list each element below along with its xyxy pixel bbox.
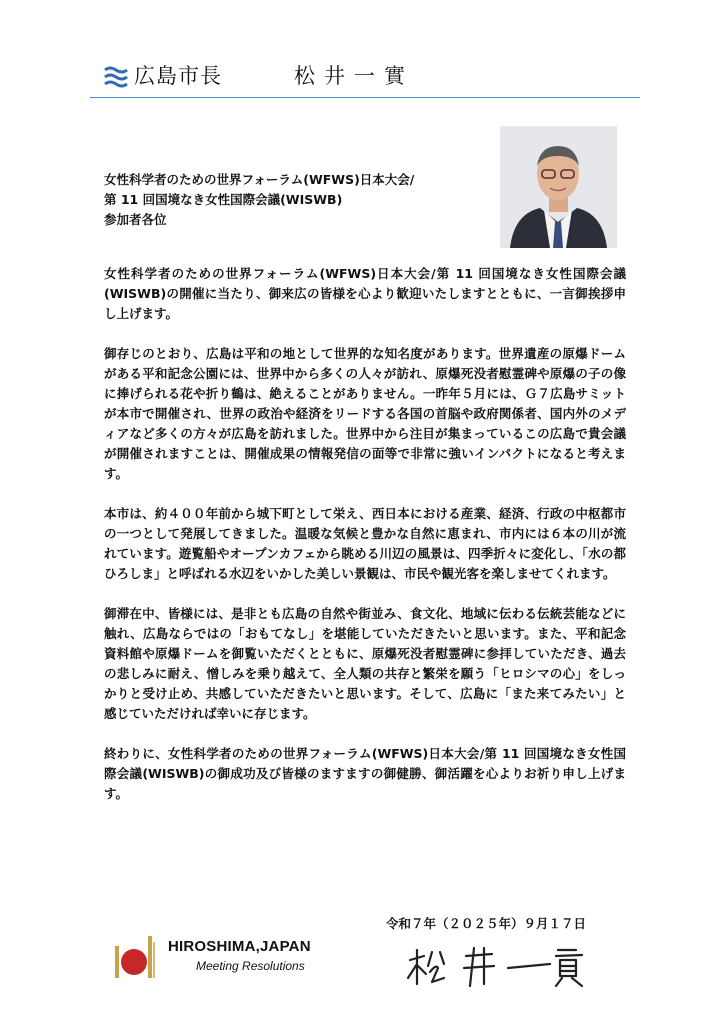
letterhead-title: 広島市長 [134,64,222,88]
body-paragraph: 御存じのとおり、広島は平和の地として世界的な知名度があります。世界遺産の原爆ドームがある平和記念公園には、世界中から多くの人々が訪れ、原爆死没者慰霊碑や原爆の子の像に捧げられる花や折り鶴は、絶えることがありません。一昨年５月には、Ｇ７広島サミットが本市で開催され、世界の政治や経済をリードする各国の首脳や政府関係者、国内外のメディアなど多くの方々が広島を訪れました。世界中から注目が集まっているこの広島で貴会議が開催されますことは、開催成果の情報発信の面等で非常に強いインパクトになると考えます。 [104,346,626,481]
letterhead [104,60,640,98]
header-divider [90,97,640,98]
body-paragraph: 終わりに、女性科学者のための世界フォーラム(WFWS)日本大会/第 11 回国境なき女性国際会議(WISWB)の御成功及び皆様のますますの御健勝、御活躍を心よりお祈り申し上げます。 [104,746,626,801]
footer-subtitle: Meeting Resolutions [196,959,305,973]
letter-body [104,264,626,824]
hiroshima-meeting-resolutions-mark-icon [110,932,162,980]
addressee-line: 参加者各位 [104,212,167,227]
letterhead-mayor-name: 松井一實 [294,64,414,88]
mayor-portrait-photo [500,126,617,248]
hiroshima-city-wave-logo-icon [104,66,128,88]
addressee-block [104,170,484,230]
footer-brand: HIROSHIMA,JAPAN [168,938,311,955]
addressee-line: 女性科学者のための世界フォーラム(WFWS)日本大会/ [104,172,415,187]
addressee-line: 第 11 回国境なき女性国際会議(WISWB) [104,192,343,207]
body-paragraph: 本市は、約４００年前から城下町として栄え、西日本における産業、経済、行政の中枢都市の一つとして発展してきました。温暖な気候と豊かな自然に恵まれ、市内には６本の川が流れています。遊覧船やオープンカフェから眺める川辺の風景は、四季折々に変化し、「水の都ひろしま」と呼ばれる水辺をいかした美しい景観は、市民や観光客を楽しませてくれます。 [104,506,626,581]
letter-date: 令和７年（２０２５年）９月１７日 [386,916,587,931]
body-paragraph: 御滞在中、皆様には、是非とも広島の自然や街並み、食文化、地域に伝わる伝統芸能などに触れ、広島ならではの「おもてなし」を堪能していただきたいと思います。また、平和記念資料館や原爆ドームを御覧いただくとともに、原爆死没者慰霊碑に参拝していただき、過去の悲しみに耐え、憎しみを乗り越えて、全人類の共存と繁栄を願う「ヒロシマの心」をしっかりと受け止め、共感していただきたいと思います。そして、広島に「また来てみたい」と感じていただければ幸いに存じます。 [104,606,626,721]
portrait-image-icon [500,126,617,248]
body-paragraph: 女性科学者のための世界フォーラム(WFWS)日本大会/第 11 回国境なき女性国際会議(WISWB)の開催に当たり、御来広の皆様を心より歓迎いたしますとともに、一言御挨拶申し上げます。 [104,266,626,321]
mayor-signature [400,942,590,992]
hiroshima-meeting-resolutions-logo [110,932,340,982]
